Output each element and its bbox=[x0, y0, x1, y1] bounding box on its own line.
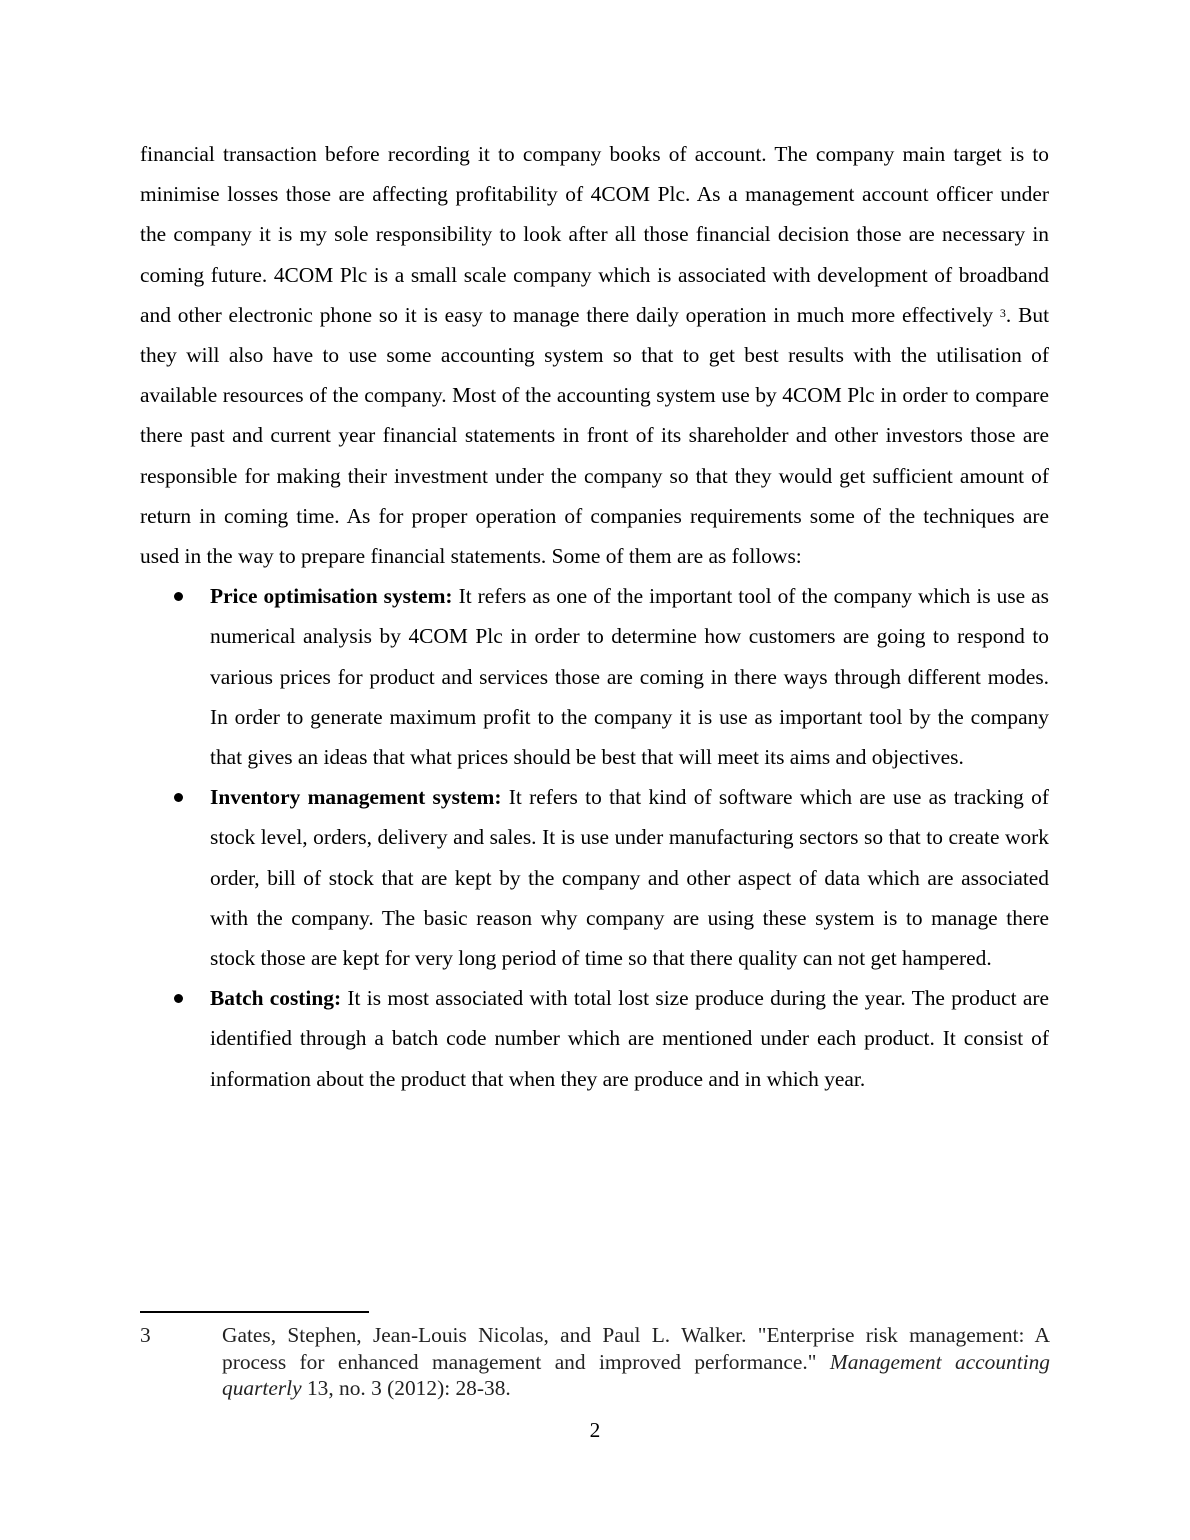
intro-text-part-2: . But they will also have to use some accounting system so that to get best results with the utilisation of available resources of the company. Most of the accounting system use by 4COM Plc in order to compare there past and current year financial statements in front of its shareholder and other investors those are responsible for making their investment under the company so that they would get sufficient amount of return in coming time. As for proper operation of companies requirements some of the techniques are used in the way to prepare financial statements. Some of them are as follows: bbox=[140, 302, 1050, 569]
bullet-icon bbox=[174, 793, 183, 802]
body-text bbox=[140, 134, 1049, 1099]
page-number: 2 bbox=[589, 1418, 601, 1442]
bullet-text: It refers to that kind of software which are use as tracking of stock level, orders, delivery and sales. It is use under manufacturing sectors so that to create work order, bill of stock that are kept by the company and other aspect of data which are associated with the company. The basic reason why company are using these system is to manage there stock those are kept for very long period of time so that there quality can not get hampered. bbox=[210, 785, 1049, 971]
list-item bbox=[140, 978, 1049, 1099]
techniques-list bbox=[140, 576, 1049, 1099]
footnote-volume-pages: 13, no. 3 (2012): 28-38. bbox=[301, 1376, 511, 1400]
footnote-separator bbox=[140, 1311, 369, 1313]
footnote-journal: Management accounting quarterly bbox=[222, 1349, 1050, 1400]
bullet-term: Batch costing: bbox=[210, 986, 342, 1011]
intro-paragraph bbox=[140, 134, 1049, 576]
bullet-icon bbox=[174, 994, 183, 1003]
footnote-number: 3 bbox=[140, 1323, 151, 1347]
footnote-citation bbox=[222, 1322, 1050, 1402]
bullet-text: It refers as one of the important tool of the company which is use as numerical analysis by 4COM Plc in order to determine how customers are going to respond to various prices for product and services those are coming in there ways through different modes. In order to generate maximum profit to the company it is use as important tool by the company that gives an ideas that what prices should be best that will meet its aims and objectives. bbox=[210, 584, 1049, 770]
footnote bbox=[140, 1322, 1050, 1402]
footnote-authors-title: Gates, Stephen, Jean-Louis Nicolas, and Paul L. Walker. "Enterprise risk management: A process for enhanced management and improved performance." bbox=[222, 1323, 1050, 1374]
bullet-icon bbox=[174, 592, 183, 601]
bullet-text: It is most associated with total lost size produce during the year. The product are identified through a batch code number which are mentioned under each product. It consist of information about the product that when they are produce and in which year. bbox=[210, 986, 1049, 1091]
list-item bbox=[140, 777, 1049, 978]
bullet-term: Price optimisation system: bbox=[210, 584, 453, 609]
footnote-reference[interactable]: 3 bbox=[999, 305, 1006, 320]
bullet-term: Inventory management system: bbox=[210, 785, 502, 810]
intro-text-part-1: financial transaction before recording it to company books of account. The company main target is to minimise losses those are affecting profitability of 4COM Plc. As a management account officer under the company it is my sole responsibility to look after all those financial decision those are necessary in coming future. 4COM Plc is a small scale company which is associated with development of broadband and other electronic phone so it is easy to manage there daily operation in much more effectively bbox=[140, 142, 1049, 327]
list-item bbox=[140, 576, 1049, 777]
